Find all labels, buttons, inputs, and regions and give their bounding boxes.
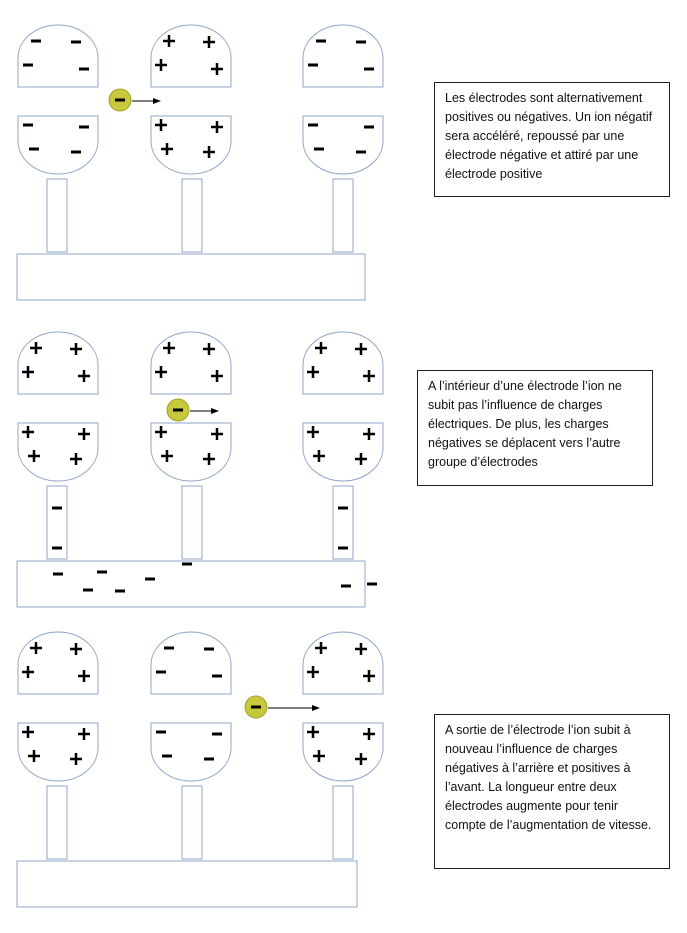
panel-1-drawing [17,25,383,300]
panel-2-drawing [17,332,383,607]
support-base [17,561,365,607]
upper-electrode [303,25,383,87]
electrode-stem [333,786,353,859]
electrode-stem [47,179,67,252]
support-base [17,254,365,300]
explanation-box-1: Les électrodes sont alternativement positives ou négatives. Un ion négatif sera accéléré, repoussé par une électrode négative et attiré par une électrode positive [434,82,670,197]
upper-electrode [303,632,383,694]
upper-electrode [151,632,231,694]
explanation-box-2: A l’intérieur d’une électrode l’ion ne subit pas l’influence de charges électriques. De plus, les charges négatives se déplacent vers l’autre groupe d’électrodes [417,370,653,486]
electrode-stem [47,786,67,859]
support-base [17,861,357,907]
upper-electrode [151,25,231,87]
upper-electrode [303,332,383,394]
electrode-stem [182,786,202,859]
upper-electrode [18,332,98,394]
upper-electrode [151,332,231,394]
upper-electrode [18,25,98,87]
electrode-stem [182,486,202,559]
panel-3-drawing [17,632,383,907]
upper-electrode [18,632,98,694]
explanation-box-3: A sortie de l’électrode l’ion subit à nouveau l’influence de charges négatives à l’arrière et positives à l’avant. La longueur entre deux électrodes augmente pour tenir compte de l’augmentation de vitesse. [434,714,670,869]
electrode-stem [333,179,353,252]
electrode-stem [182,179,202,252]
